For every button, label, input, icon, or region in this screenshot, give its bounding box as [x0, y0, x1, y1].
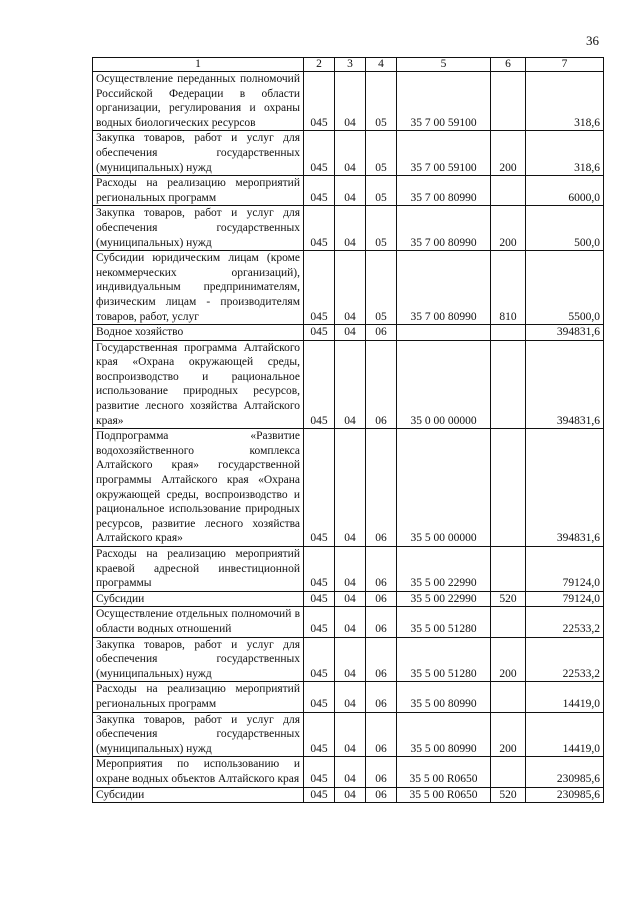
expense-type-cell: [491, 72, 526, 131]
section-code-cell: 04: [335, 547, 366, 592]
section-code-cell: 04: [335, 637, 366, 682]
header-col-6: 6: [491, 58, 526, 72]
section-code-cell: 04: [335, 72, 366, 131]
subsection-code-cell: 06: [366, 607, 397, 637]
header-col-3: 3: [335, 58, 366, 72]
subsection-code-cell: 06: [366, 712, 397, 757]
admin-code-cell: 045: [304, 607, 335, 637]
target-code-cell: 35 0 00 00000: [397, 340, 491, 429]
item-name-cell: Закупка товаров, работ и услуг для обеспечения государственных (муниципальных) нужд: [93, 712, 304, 757]
expense-type-cell: 200: [491, 712, 526, 757]
section-code-cell: 04: [335, 206, 366, 251]
amount-cell: 394831,6: [526, 325, 604, 341]
item-name-cell: Субсидии юридическим лицам (кроме некоммерческих организаций), индивидуальным предпринимателям, физическим лицам - производителям товаров, работ, услуг: [93, 251, 304, 325]
table-row: [93, 547, 604, 592]
item-name-cell: Закупка товаров, работ и услуг для обеспечения государственных (муниципальных) нужд: [93, 637, 304, 682]
expense-type-cell: 520: [491, 787, 526, 803]
page-number: 36: [586, 33, 599, 48]
subsection-code-cell: 06: [366, 325, 397, 341]
target-code-cell: 35 5 00 00000: [397, 429, 491, 547]
amount-cell: 22533,2: [526, 637, 604, 682]
table-row: [93, 757, 604, 787]
subsection-code-cell: 06: [366, 637, 397, 682]
amount-cell: 318,6: [526, 72, 604, 131]
item-name-cell: Субсидии: [93, 787, 304, 803]
item-name-cell: Расходы на реализацию мероприятий краевой адресной инвестиционной программы: [93, 547, 304, 592]
header-col-1: 1: [93, 58, 304, 72]
section-code-cell: 04: [335, 591, 366, 607]
admin-code-cell: 045: [304, 547, 335, 592]
admin-code-cell: 045: [304, 787, 335, 803]
expense-type-cell: [491, 682, 526, 712]
item-name-cell: Осуществление переданных полномочий Российской Федерации в области организации, регулирования и охраны водных биологических ресурсов: [93, 72, 304, 131]
section-code-cell: 04: [335, 325, 366, 341]
admin-code-cell: 045: [304, 340, 335, 429]
table-row: [93, 131, 604, 176]
section-code-cell: 04: [335, 712, 366, 757]
item-name-cell: Подпрограмма «Развитие водохозяйственного комплекса Алтайского края» государственной программы Алтайского края «Охрана окружающей среды, воспроизводство и рациональное использование природных ресурсов, развитие лесного хозяйства Алтайского края»: [93, 429, 304, 547]
amount-cell: 394831,6: [526, 340, 604, 429]
amount-cell: 230985,6: [526, 757, 604, 787]
subsection-code-cell: 06: [366, 340, 397, 429]
subsection-code-cell: 06: [366, 787, 397, 803]
expense-type-cell: 200: [491, 131, 526, 176]
table-row: [93, 787, 604, 803]
subsection-code-cell: 06: [366, 547, 397, 592]
expense-type-cell: 200: [491, 637, 526, 682]
table-row: [93, 637, 604, 682]
expense-type-cell: [491, 176, 526, 206]
admin-code-cell: 045: [304, 757, 335, 787]
expense-type-cell: [491, 757, 526, 787]
amount-cell: 500,0: [526, 206, 604, 251]
subsection-code-cell: 06: [366, 682, 397, 712]
section-code-cell: 04: [335, 176, 366, 206]
target-code-cell: 35 5 00 51280: [397, 637, 491, 682]
subsection-code-cell: 05: [366, 72, 397, 131]
table-row: [93, 607, 604, 637]
section-code-cell: 04: [335, 682, 366, 712]
admin-code-cell: 045: [304, 712, 335, 757]
table-header: [93, 58, 604, 72]
amount-cell: 14419,0: [526, 682, 604, 712]
header-col-2: 2: [304, 58, 335, 72]
target-code-cell: 35 5 00 R0650: [397, 757, 491, 787]
target-code-cell: 35 5 00 80990: [397, 682, 491, 712]
target-code-cell: 35 7 00 59100: [397, 72, 491, 131]
subsection-code-cell: 05: [366, 206, 397, 251]
target-code-cell: 35 5 00 51280: [397, 607, 491, 637]
budget-table: [92, 57, 604, 803]
table-row: [93, 429, 604, 547]
header-row: [93, 58, 604, 72]
table-row: [93, 206, 604, 251]
item-name-cell: Субсидии: [93, 591, 304, 607]
subsection-code-cell: 05: [366, 251, 397, 325]
admin-code-cell: 045: [304, 131, 335, 176]
subsection-code-cell: 05: [366, 131, 397, 176]
admin-code-cell: 045: [304, 72, 335, 131]
section-code-cell: 04: [335, 340, 366, 429]
amount-cell: 14419,0: [526, 712, 604, 757]
item-name-cell: Расходы на реализацию мероприятий региональных программ: [93, 682, 304, 712]
item-name-cell: Водное хозяйство: [93, 325, 304, 341]
admin-code-cell: 045: [304, 176, 335, 206]
expense-type-cell: [491, 340, 526, 429]
admin-code-cell: 045: [304, 325, 335, 341]
amount-cell: 318,6: [526, 131, 604, 176]
header-col-5: 5: [397, 58, 491, 72]
table-row: [93, 682, 604, 712]
table-body: [93, 72, 604, 803]
target-code-cell: 35 5 00 80990: [397, 712, 491, 757]
target-code-cell: 35 7 00 59100: [397, 131, 491, 176]
expense-type-cell: [491, 325, 526, 341]
expense-type-cell: [491, 547, 526, 592]
amount-cell: 79124,0: [526, 547, 604, 592]
table-row: [93, 591, 604, 607]
section-code-cell: 04: [335, 251, 366, 325]
expense-type-cell: [491, 429, 526, 547]
subsection-code-cell: 06: [366, 429, 397, 547]
table-row: [93, 340, 604, 429]
subsection-code-cell: 06: [366, 591, 397, 607]
expense-type-cell: 520: [491, 591, 526, 607]
item-name-cell: Осуществление отдельных полномочий в области водных отношений: [93, 607, 304, 637]
table-row: [93, 325, 604, 341]
table-row: [93, 176, 604, 206]
expense-type-cell: 200: [491, 206, 526, 251]
amount-cell: 22533,2: [526, 607, 604, 637]
admin-code-cell: 045: [304, 251, 335, 325]
target-code-cell: 35 7 00 80990: [397, 176, 491, 206]
table-row: [93, 72, 604, 131]
admin-code-cell: 045: [304, 637, 335, 682]
amount-cell: 5500,0: [526, 251, 604, 325]
expense-type-cell: 810: [491, 251, 526, 325]
section-code-cell: 04: [335, 757, 366, 787]
admin-code-cell: 045: [304, 682, 335, 712]
expense-type-cell: [491, 607, 526, 637]
section-code-cell: 04: [335, 787, 366, 803]
amount-cell: 79124,0: [526, 591, 604, 607]
subsection-code-cell: 06: [366, 757, 397, 787]
table-row: [93, 712, 604, 757]
header-col-4: 4: [366, 58, 397, 72]
item-name-cell: Закупка товаров, работ и услуг для обеспечения государственных (муниципальных) нужд: [93, 206, 304, 251]
item-name-cell: Государственная программа Алтайского края «Охрана окружающей среды, воспроизводство и рациональное использование природных ресурсов, развитие лесного хозяйства Алтайского края»: [93, 340, 304, 429]
target-code-cell: 35 7 00 80990: [397, 251, 491, 325]
target-code-cell: 35 5 00 22990: [397, 591, 491, 607]
item-name-cell: Расходы на реализацию мероприятий региональных программ: [93, 176, 304, 206]
item-name-cell: Закупка товаров, работ и услуг для обеспечения государственных (муниципальных) нужд: [93, 131, 304, 176]
item-name-cell: Мероприятия по использованию и охране водных объектов Алтайского края: [93, 757, 304, 787]
amount-cell: 230985,6: [526, 787, 604, 803]
admin-code-cell: 045: [304, 206, 335, 251]
section-code-cell: 04: [335, 429, 366, 547]
target-code-cell: [397, 325, 491, 341]
target-code-cell: 35 5 00 R0650: [397, 787, 491, 803]
section-code-cell: 04: [335, 607, 366, 637]
target-code-cell: 35 5 00 22990: [397, 547, 491, 592]
amount-cell: 6000,0: [526, 176, 604, 206]
section-code-cell: 04: [335, 131, 366, 176]
admin-code-cell: 045: [304, 591, 335, 607]
header-col-7: 7: [526, 58, 604, 72]
table-row: [93, 251, 604, 325]
subsection-code-cell: 05: [366, 176, 397, 206]
admin-code-cell: 045: [304, 429, 335, 547]
amount-cell: 394831,6: [526, 429, 604, 547]
target-code-cell: 35 7 00 80990: [397, 206, 491, 251]
